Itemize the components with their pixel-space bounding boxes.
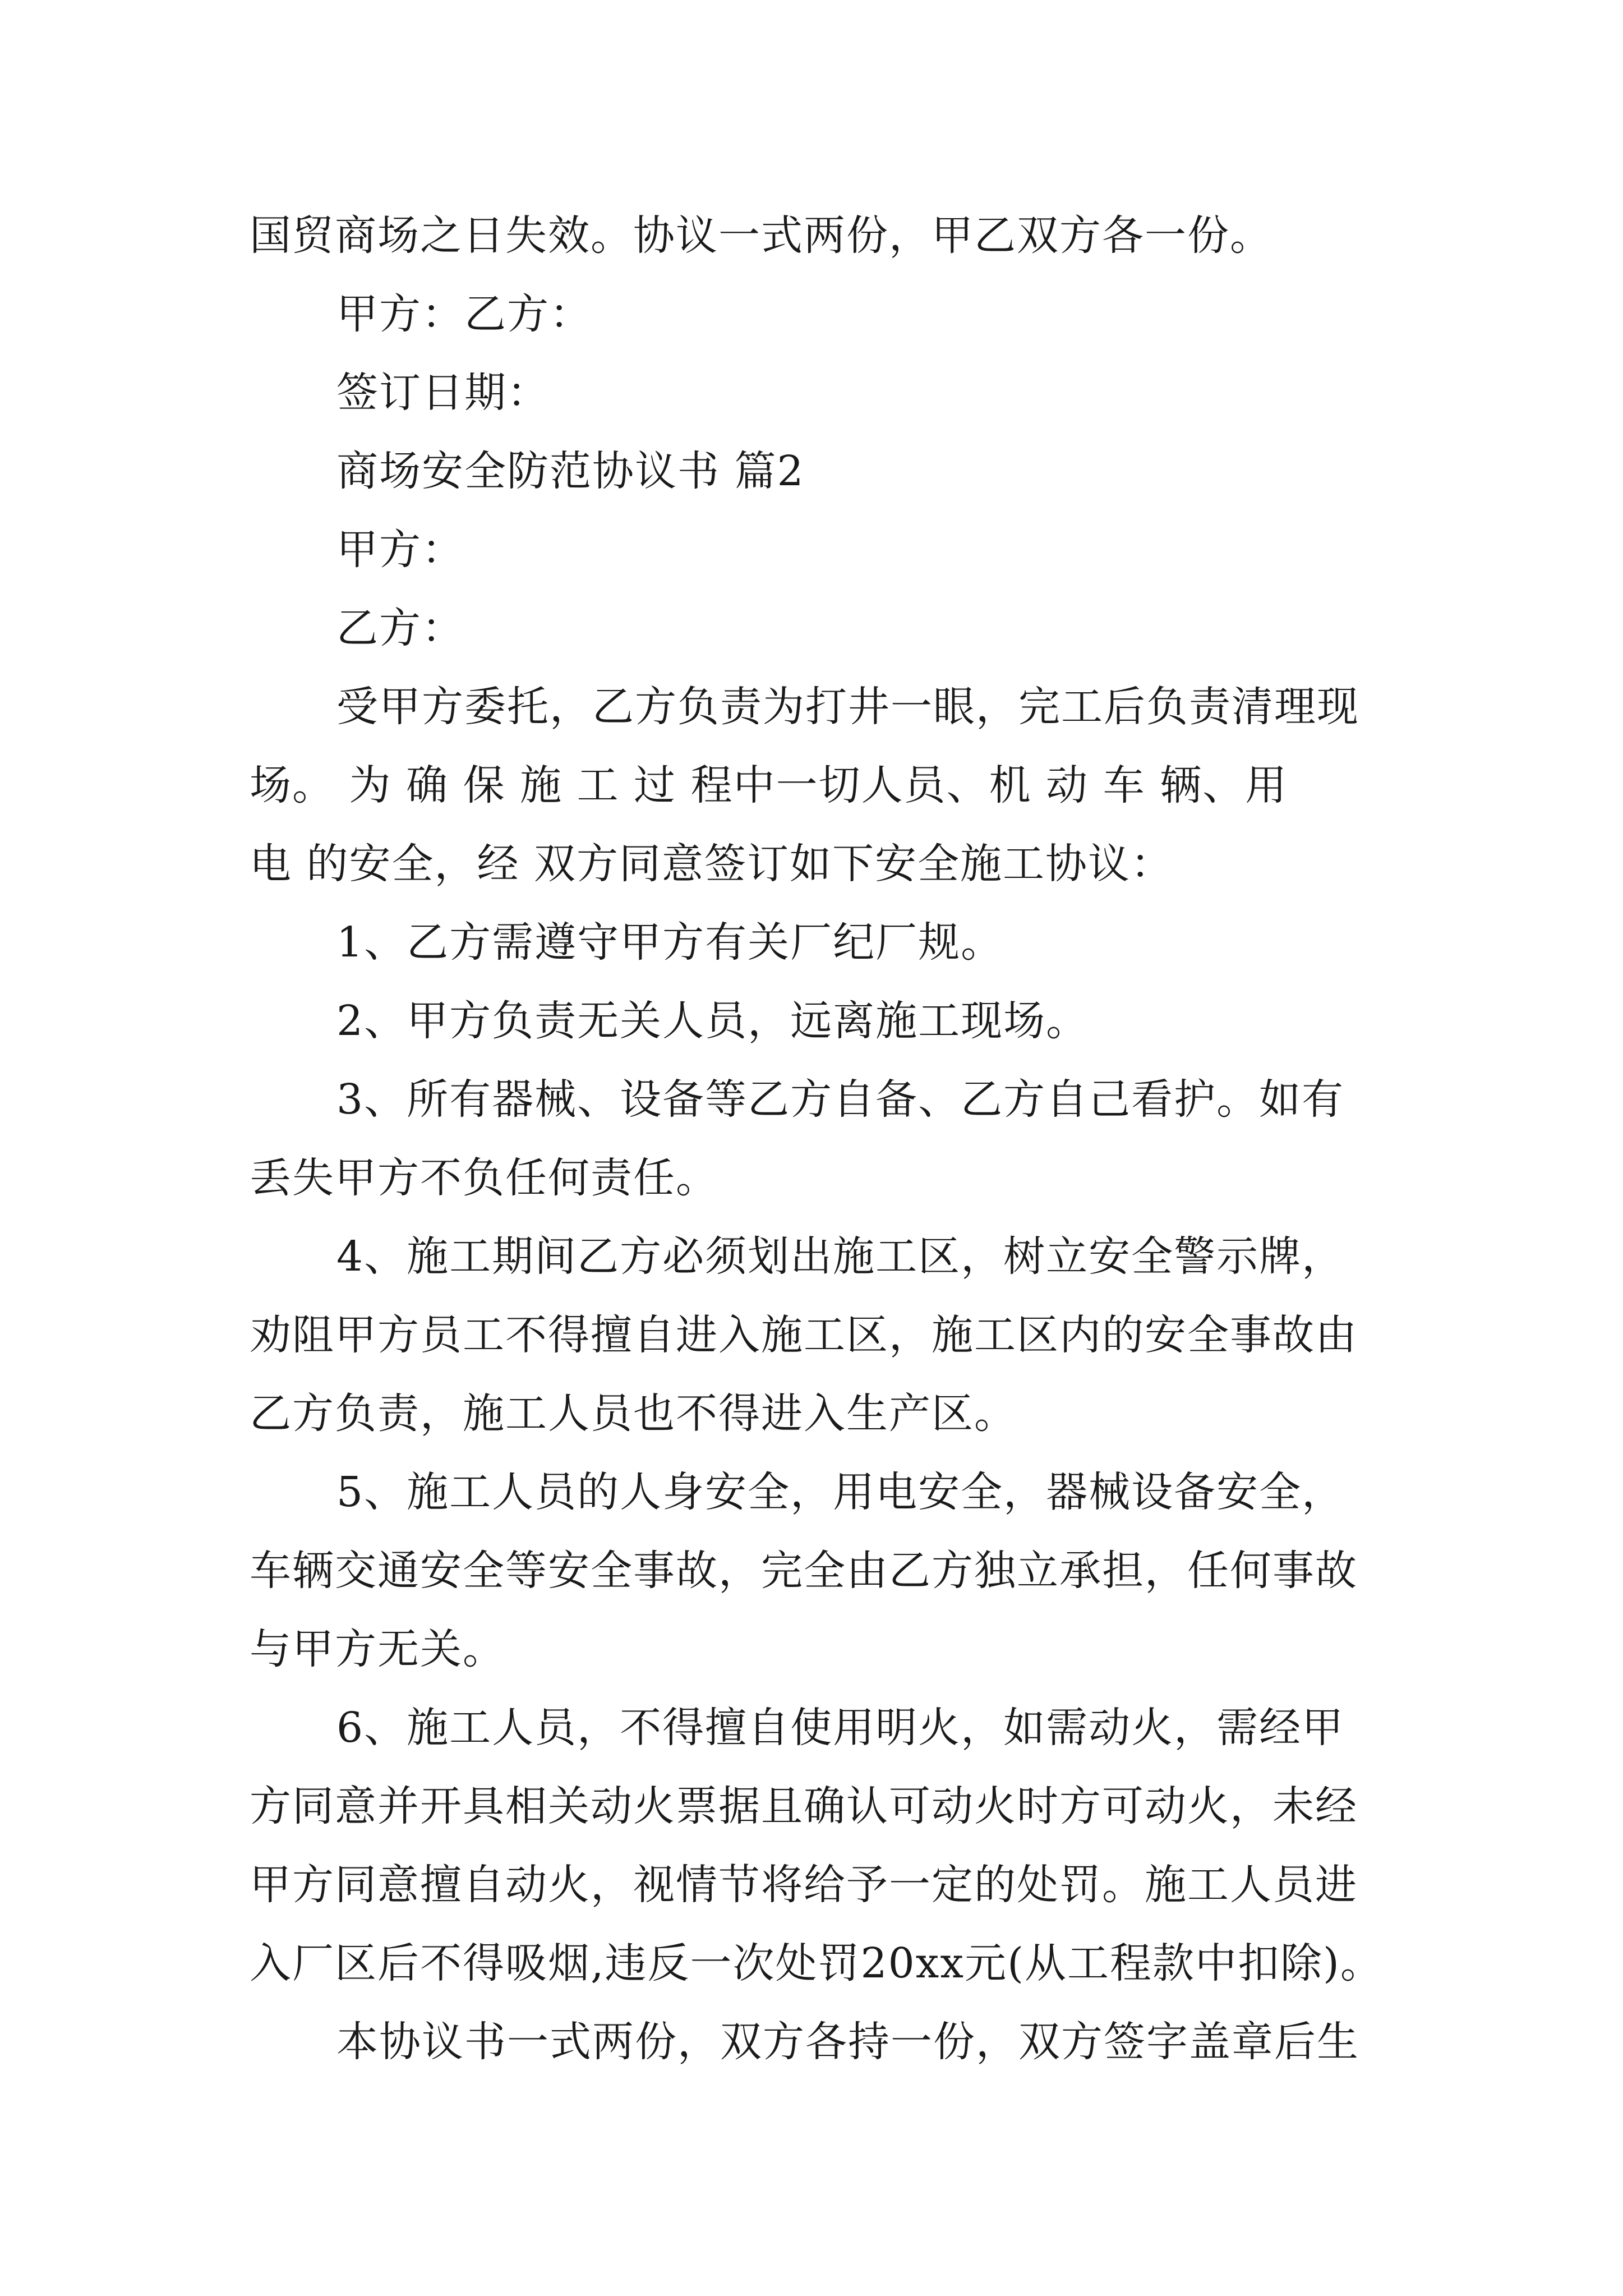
text-line: 乙方负责，施工人员也不得进入生产区。 [250, 1389, 1017, 1438]
text-line: 入厂区后不得吸烟,违反一次处罚20xx元(从工程款中扣除)。 [250, 1939, 1383, 1987]
text-line: 丢失甲方不负任何责任。 [250, 1154, 718, 1202]
list-item: 1、乙方需遵守甲方有关厂纪厂规。 [336, 918, 1004, 967]
text-line: 方同意并开具相关动火票据且确认可动火时方可动火，未经 [250, 1782, 1358, 1830]
text-line: 电 的安全，经 双方同意签订如下安全施工协议： [250, 840, 1174, 888]
list-item: 5、施工人员的人身安全，用电安全，器械设备安全， [336, 1468, 1345, 1516]
text-line: 国贸商场之日失效。协议一式两份，甲乙双方各一份。 [250, 211, 1272, 260]
text-line: 甲方：乙方： [336, 290, 592, 338]
text-line: 车辆交通安全等安全事故，完全由乙方独立承担，任何事故 [250, 1547, 1358, 1595]
text-line: 乙方： [336, 604, 464, 652]
list-item: 2、甲方负责无关人员，远离施工现场。 [336, 997, 1089, 1045]
text-line: 受甲方委托，乙方负责为打井一眼，完工后负责清理现 [336, 683, 1359, 731]
text-line: 甲方同意擅自动火，视情节将给予一定的处罚。施工人员进 [250, 1861, 1358, 1909]
text-line: 场。 为 确 保 施 工 过 程中一切人员、机 动 车 辆、用 [250, 761, 1288, 809]
text-line: 本协议书一式两份，双方各持一份，双方签字盖章后生 [336, 2018, 1359, 2066]
text-line: 签订日期： [336, 369, 550, 417]
list-item: 4、施工期间乙方必须划出施工区，树立安全警示牌， [336, 1232, 1345, 1281]
text-line: 与甲方无关。 [250, 1625, 505, 1673]
list-item: 3、所有器械、设备等乙方自备、乙方自己看护。如有 [336, 1075, 1345, 1124]
text-line: 劝阻甲方员工不得擅自进入施工区，施工区内的安全事故由 [250, 1311, 1358, 1359]
list-item: 6、施工人员，不得擅自使用明火，如需动火，需经甲 [336, 1704, 1345, 1752]
text-line: 甲方： [336, 526, 464, 574]
section-heading: 商场安全防范协议书 篇2 [336, 447, 805, 495]
